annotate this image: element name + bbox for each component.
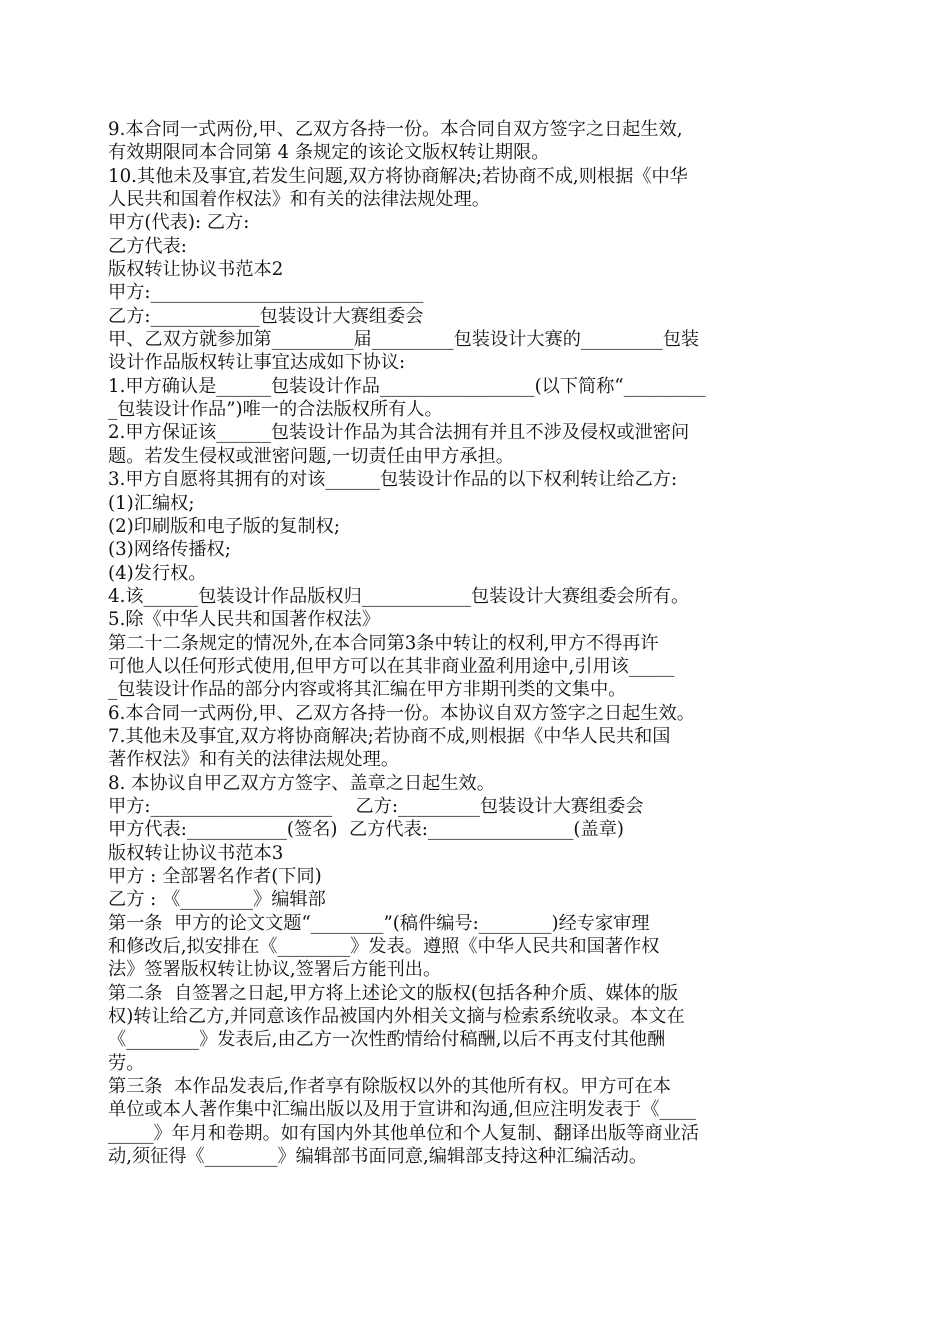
text-line: (3)网络传播权; — [108, 539, 231, 561]
text-line: 3.甲方自愿将其拥有的对该______包装设计作品的以下权利转让给乙方: — [108, 469, 678, 491]
text-line: 劳。 — [108, 1052, 145, 1074]
text-line: 题。若发生侵权或泄密问题,一切责任由甲方承担。 — [108, 445, 514, 467]
text-line: 人民共和国着作权法》和有关的法律法规处理。 — [108, 189, 490, 211]
text-line: 乙方 : 《________》编辑部 — [108, 889, 326, 911]
text-line: (2)印刷版和电子版的复制权; — [108, 515, 340, 537]
text-line: (1)汇编权; — [108, 492, 195, 514]
text-line: 《________》发表后,由乙方一次性酌情给付稿酬,以后不再支付其他酬 — [108, 1029, 666, 1051]
text-line: _包装设计作品”)唯一的合法版权所有人。 — [108, 399, 443, 421]
text-line: 甲方:______________________________ — [108, 282, 424, 304]
text-line: 4.该______包装设计作品版权归____________包装设计大赛组委会所有。 — [108, 585, 690, 607]
text-line: 甲方 : 全部署名作者(下同) — [108, 866, 322, 887]
text-line: _____》年月和卷期。如有国内外其他单位和个人复制、翻译出版等商业活 — [108, 1122, 700, 1144]
text-line: 和修改后,拟安排在《________》发表。遵照《中华人民共和国著作权 — [108, 936, 660, 958]
text-line: 有效期限同本合同第 4 条规定的该论文版权转让期限。 — [108, 142, 550, 164]
text-line: 1.甲方确认是______包装设计作品_________________(以下简称“_________ — [108, 375, 706, 397]
section-title: 版权转让协议书范本2 — [108, 259, 284, 281]
text-line: 10.其他未及事宜,若发生问题,双方将协商解决;若协商不成,则根据《中华 — [108, 165, 688, 187]
text-line: 6.本合同一式两份,甲、乙双方各持一份。本协议自双方签字之日起生效。 — [108, 702, 695, 724]
text-line: 2.甲方保证该______包装设计作品为其合法拥有并且不涉及侵权或泄密问 — [108, 422, 690, 444]
text-line: 第一条 甲方的论文文题“________”(稿件编号:________)经专家审理 — [108, 912, 650, 934]
section-title: 版权转让协议书范本3 — [108, 842, 284, 864]
text-line: 第二条 自签署之日起,甲方将上述论文的版权(包括各种介质、媒体的版 — [108, 982, 679, 1004]
text-line: 法》签署版权转让协议,签署后方能刊出。 — [108, 959, 442, 981]
text-line: _包装设计作品的部分内容或将其汇编在甲方非期刊类的文集中。 — [108, 679, 627, 701]
text-line: 可他人以任何形式使用,但甲方可以在其非商业盈利用途中,引用该_____ — [108, 655, 675, 677]
text-line: 设计作品版权转让事宜达成如下协议: — [108, 352, 406, 374]
text-line: (4)发行权。 — [108, 562, 207, 584]
text-line: 乙方代表: — [108, 235, 187, 257]
text-line: 第三条 本作品发表后,作者享有除版权以外的其他所有权。甲方可在本 — [108, 1076, 671, 1098]
text-line: 权)转让给乙方,并同意该作品被国内外相关文摘与检索系统收录。本文在 — [108, 1006, 685, 1028]
text-line: 第二十二条规定的情况外,在本合同第3条中转让的权利,甲方不得再许 — [108, 632, 659, 654]
text-line: 乙方:____________包装设计大赛组委会 — [108, 305, 424, 327]
text-line: 甲方(代表): 乙方: — [108, 212, 250, 234]
text-line: 7.其他未及事宜,双方将协商解决;若协商不成,则根据《中华人民共和国 — [108, 725, 671, 747]
document-page — [108, 118, 844, 1168]
text-line: 8. 本协议自甲乙双方方签字、盖章之日起生效。 — [108, 772, 495, 794]
text-line: 动,须征得《________》编辑部书面同意,编辑部支持这种汇编活动。 — [108, 1146, 648, 1168]
text-line: 甲、乙双方就参加第_________届_________包装设计大赛的_________包装 — [108, 329, 700, 351]
text-line: 著作权法》和有关的法律法规处理。 — [108, 749, 400, 771]
text-line: 单位或本人著作集中汇编出版以及用于宣讲和沟通,但应注明发表于《____ — [108, 1099, 696, 1121]
text-line: 甲方代表:___________(签名) 乙方代表:________________(盖章) — [108, 819, 624, 841]
text-line: 甲方:____________________ 乙方:_________包装设计大赛组委会 — [108, 795, 644, 817]
text-line: 9.本合同一式两份,甲、乙双方各持一份。本合同自双方签字之日起生效, — [108, 119, 683, 140]
text-line: 5.除《中华人民共和国著作权法》 — [108, 609, 380, 631]
